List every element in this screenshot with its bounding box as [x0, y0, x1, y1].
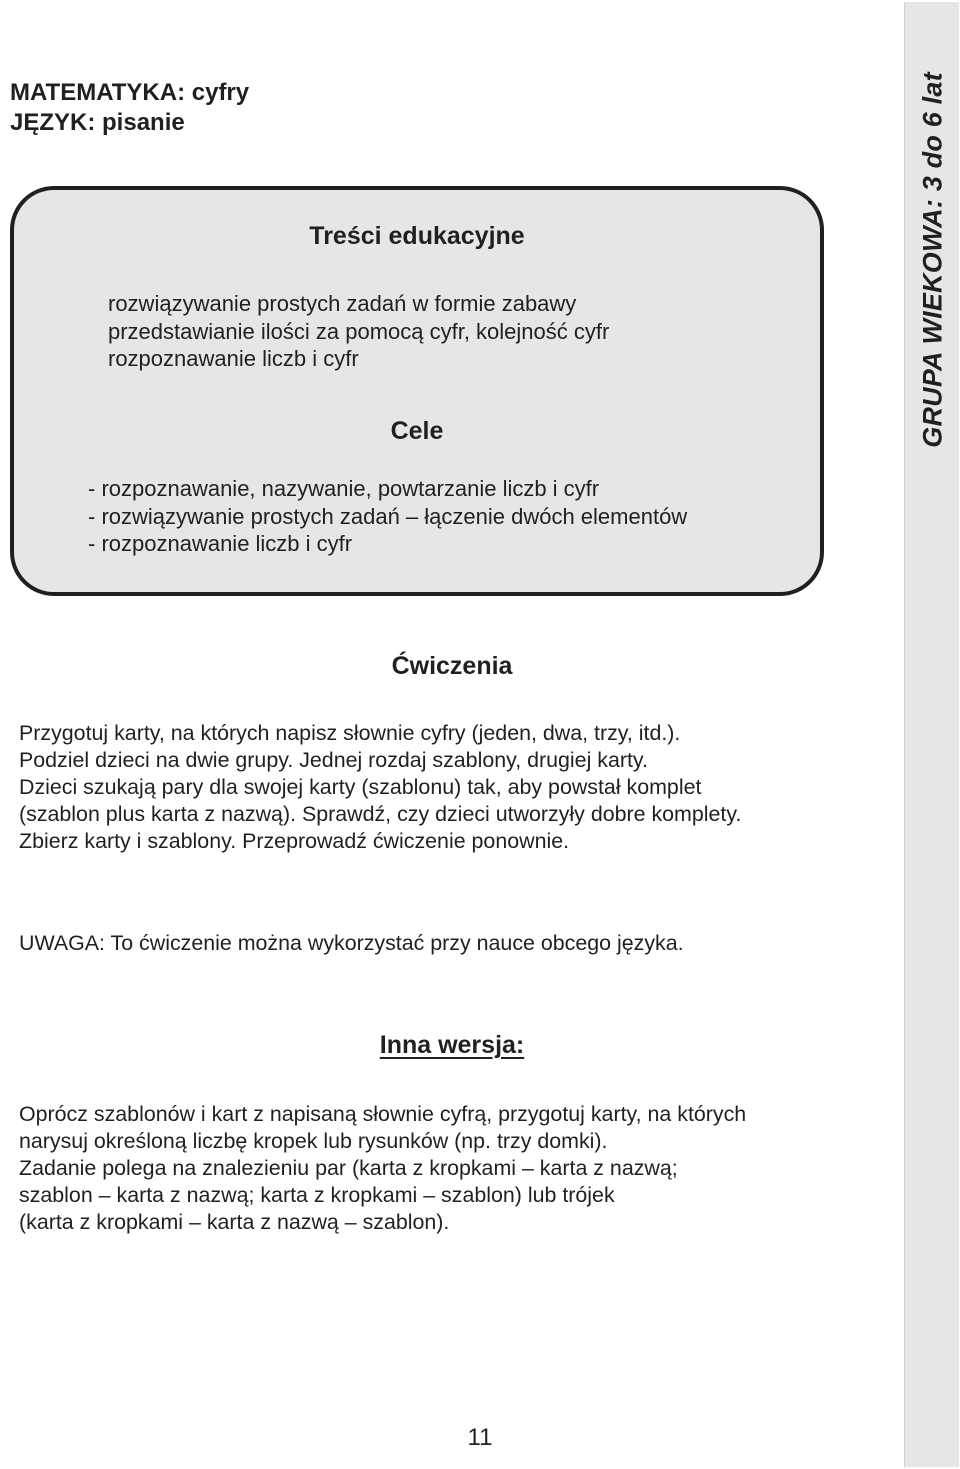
exercises-text — [19, 720, 741, 855]
list-item: przedstawianie ilości za pomocą cyfr, kolejność cyfr — [108, 318, 610, 344]
text-line: szablon – karta z nazwą; karta z kropkami – szablon) lub trójek — [19, 1183, 615, 1207]
exercises-title: Ćwiczenia — [391, 652, 513, 680]
content-box — [10, 186, 824, 596]
other-version-text — [19, 1101, 746, 1236]
text-line: Zadanie polega na znalezieniu par (karta z kropkami – karta z nazwą; — [19, 1156, 678, 1180]
content-list — [108, 290, 609, 373]
text-line: Podziel dzieci na dwie grupy. Jednej rozdaj szablony, drugiej karty. — [19, 748, 648, 772]
other-version-title-text: Inna wersja: — [379, 1031, 525, 1059]
text-line: narysuj określoną liczbę kropek lub rysunków (np. trzy domki). — [19, 1129, 608, 1153]
goals-title: Cele — [390, 417, 444, 445]
content-title: Treści edukacyjne — [309, 222, 525, 250]
page-header — [10, 78, 249, 138]
text-line: Dzieci szukają pary dla swojej karty (szablonu) tak, aby powstał komplet — [19, 775, 702, 799]
note-text: UWAGA: To ćwiczenie można wykorzystać przy nauce obcego języka. — [19, 931, 684, 955]
list-item: - rozwiązywanie prostych zadań – łączenie dwóch elementów — [88, 503, 688, 529]
other-version-title — [0, 1031, 904, 1060]
text-line: Zbierz karty i szablony. Przeprowadź ćwiczenie ponownie. — [19, 829, 570, 853]
text-line: (szablon plus karta z nazwą). Sprawdź, czy dzieci utworzyły dobre komplety. — [19, 802, 742, 826]
goals-list — [88, 475, 687, 558]
list-item: rozwiązywanie prostych zadań w formie zabawy — [108, 291, 577, 316]
text-line: Przygotuj karty, na których napisz słownie cyfry (jeden, dwa, trzy, itd.). — [19, 721, 681, 745]
text-line: (karta z kropkami – karta z nazwą – szablon). — [19, 1210, 450, 1234]
subject-math: MATEMATYKA: cyfry — [10, 79, 250, 106]
text-line: Oprócz szablonów i kart z napisaną słownie cyfrą, przygotuj karty, na których — [19, 1102, 747, 1126]
list-item: rozpoznawanie liczb i cyfr — [108, 346, 359, 371]
subject-language: JĘZYK: pisanie — [10, 109, 185, 136]
page-number: 11 — [467, 1424, 493, 1451]
list-item: - rozpoznawanie, nazywanie, powtarzanie liczb i cyfr — [88, 476, 600, 501]
age-group-label: GRUPA WIEKOWA: 3 do 6 lat — [917, 72, 948, 448]
list-item: - rozpoznawanie liczb i cyfr — [88, 531, 353, 556]
